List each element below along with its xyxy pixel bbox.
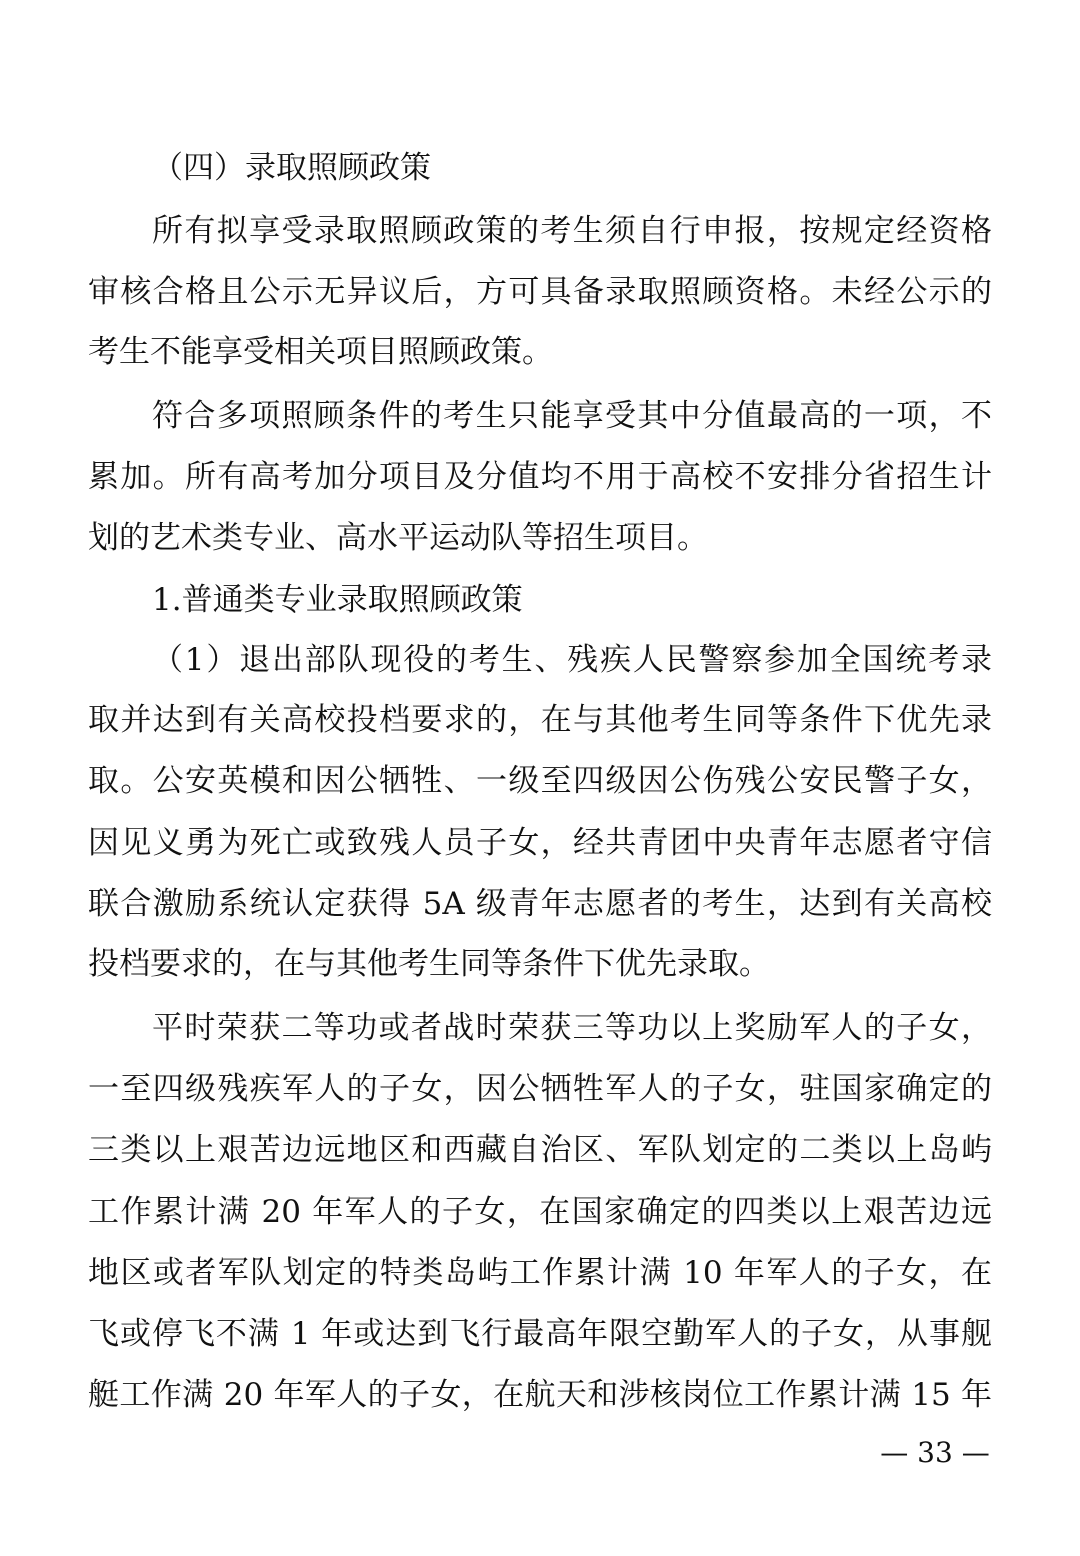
paragraph-line: 投档要求的，在与其他考生同等条件下优先录取。 — [88, 946, 770, 982]
paragraph-line: 取并达到有关高校投档要求的，在与其他考生同等条件下优先录 — [88, 702, 992, 738]
paragraph-line: 累加。所有高考加分项目及分值均不用于高校不安排分省招生计 — [88, 459, 992, 495]
paragraph-line: 地区或者军队划定的特类岛屿工作累计满 10 年军人的子女，在 — [88, 1255, 992, 1291]
paragraph-line: 联合激励系统认定获得 5A 级青年志愿者的考生，达到有关高校 — [88, 886, 992, 922]
paragraph-line: （1）退出部队现役的考生、残疾人民警察参加全国统考录 — [152, 642, 992, 678]
paragraph-line: 艇工作满 20 年军人的子女，在航天和涉核岗位工作累计满 15 年 — [88, 1377, 992, 1413]
paragraph-line: 符合多项照顾条件的考生只能享受其中分值最高的一项，不 — [152, 398, 992, 434]
paragraph-line: 三类以上艰苦边远地区和西藏自治区、军队划定的二类以上岛屿 — [88, 1132, 992, 1168]
paragraph-line: 工作累计满 20 年军人的子女，在国家确定的四类以上艰苦边远 — [88, 1194, 992, 1230]
paragraph-line: 一至四级残疾军人的子女，因公牺牲军人的子女，驻国家确定的 — [88, 1071, 992, 1107]
paragraph-line: 审核合格且公示无异议后，方可具备录取照顾资格。未经公示的 — [88, 274, 992, 310]
paragraph-line: 考生不能享受相关项目照顾政策。 — [88, 334, 553, 370]
section-heading: （四）录取照顾政策 — [152, 150, 431, 186]
paragraph-line: 飞或停飞不满 1 年或达到飞行最高年限空勤军人的子女，从事舰 — [88, 1316, 992, 1352]
page-number: — 33 — — [880, 1436, 990, 1469]
paragraph-line: 平时荣获二等功或者战时荣获三等功以上奖励军人的子女， — [152, 1010, 992, 1046]
paragraph-line: 划的艺术类专业、高水平运动队等招生项目。 — [88, 520, 708, 556]
paragraph-line: 因见义勇为死亡或致残人员子女，经共青团中央青年志愿者守信 — [88, 825, 992, 861]
subsection-heading: 1.普通类专业录取照顾政策 — [152, 582, 523, 618]
paragraph-line: 取。公安英模和因公牺牲、一级至四级因公伤残公安民警子女， — [88, 763, 992, 799]
paragraph-line: 所有拟享受录取照顾政策的考生须自行申报，按规定经资格 — [152, 213, 992, 249]
